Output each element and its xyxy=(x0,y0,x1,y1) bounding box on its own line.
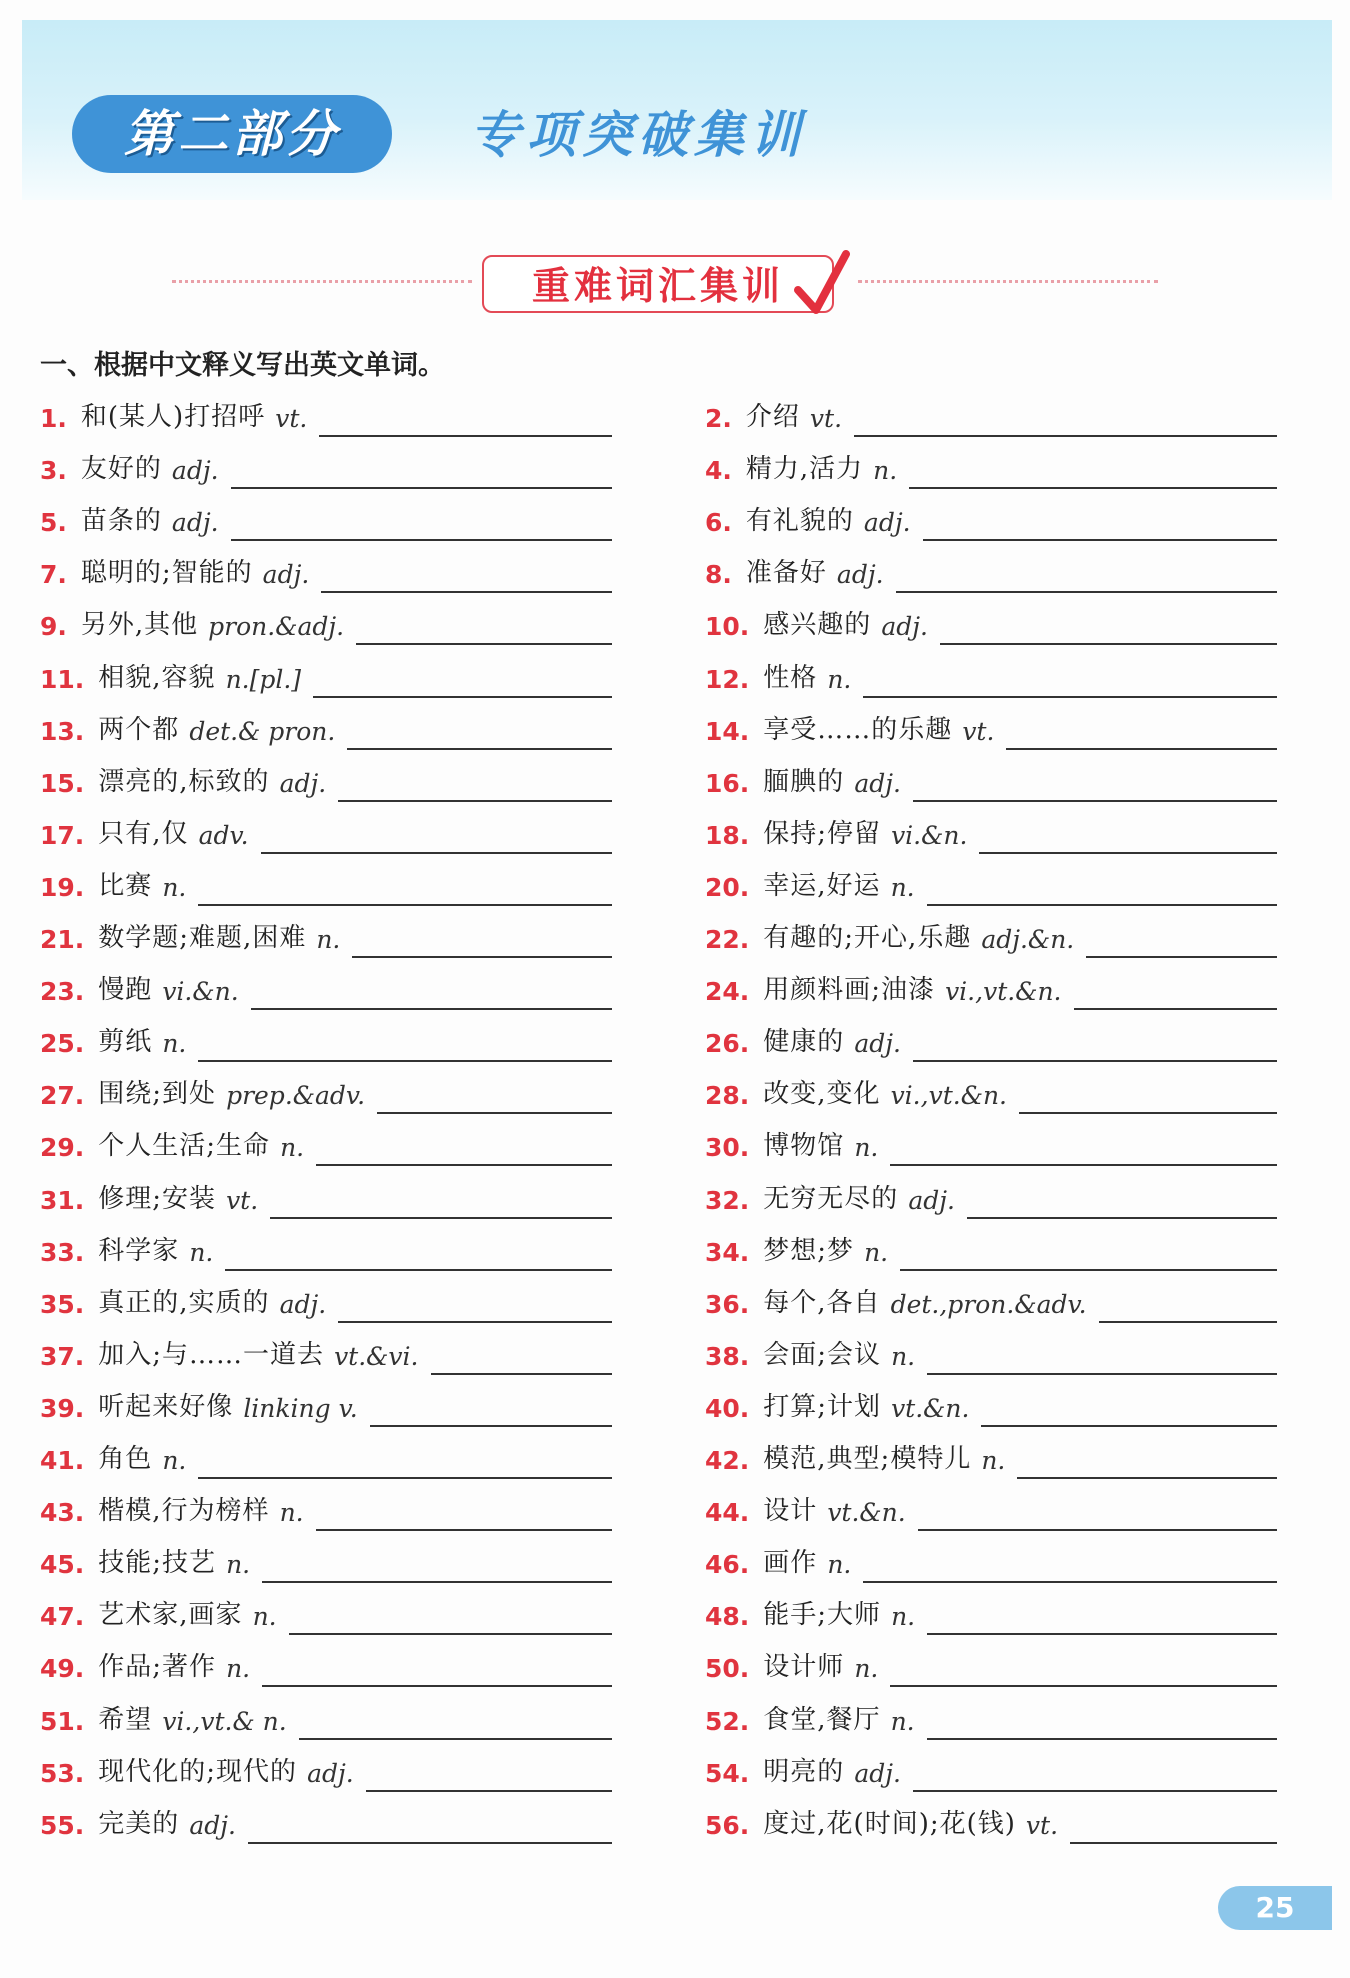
answer-blank[interactable] xyxy=(863,1551,1277,1583)
item-number: 20. xyxy=(705,872,750,902)
item-number: 39. xyxy=(40,1393,85,1423)
answer-blank[interactable] xyxy=(913,770,1277,802)
vocab-item xyxy=(40,549,612,593)
item-part-of-speech: adj.&n. xyxy=(981,925,1075,954)
item-number: 25. xyxy=(40,1029,85,1059)
vocab-item xyxy=(705,1591,1277,1635)
item-chinese-meaning: 比赛 xyxy=(98,870,153,901)
vocab-item xyxy=(40,1331,612,1375)
item-number: 42. xyxy=(705,1446,750,1475)
vocab-item xyxy=(705,914,1277,958)
answer-blank[interactable] xyxy=(316,1134,612,1166)
item-chinese-meaning: 真正的,实质的 xyxy=(98,1287,270,1318)
vocab-item xyxy=(40,758,612,802)
answer-blank[interactable] xyxy=(270,1187,612,1219)
vocab-item xyxy=(705,1122,1277,1166)
item-number: 32. xyxy=(705,1185,750,1215)
item-chinese-meaning: 介绍 xyxy=(745,402,800,432)
part-title: 专项突破集训 xyxy=(470,106,806,164)
item-chinese-meaning: 友好的 xyxy=(80,454,162,485)
vocab-item xyxy=(705,549,1277,593)
item-part-of-speech: n. xyxy=(226,1550,251,1580)
item-part-of-speech: n. xyxy=(890,1706,915,1736)
answer-blank[interactable] xyxy=(299,1708,612,1740)
item-chinese-meaning: 角色 xyxy=(98,1444,153,1474)
vocab-item xyxy=(40,1696,612,1740)
item-chinese-meaning: 梦想;梦 xyxy=(763,1235,855,1266)
answer-blank[interactable] xyxy=(890,1134,1277,1166)
item-part-of-speech: vt. xyxy=(809,404,843,433)
answer-blank[interactable] xyxy=(967,1187,1277,1219)
item-number: 14. xyxy=(705,716,750,746)
item-part-of-speech: vi.,vt.& n. xyxy=(162,1706,287,1736)
checkmark-icon xyxy=(790,248,850,318)
vocab-item xyxy=(40,914,612,958)
answer-blank[interactable] xyxy=(1017,1447,1277,1479)
vocab-item xyxy=(705,1227,1277,1271)
item-chinese-meaning: 食堂,餐厅 xyxy=(763,1704,881,1735)
vocab-item xyxy=(705,654,1277,698)
answer-blank[interactable] xyxy=(940,613,1277,645)
item-number: 5. xyxy=(40,508,67,538)
answer-blank[interactable] xyxy=(431,1343,613,1375)
answer-blank[interactable] xyxy=(319,405,612,437)
item-chinese-meaning: 保持;停留 xyxy=(763,818,882,849)
vocab-item xyxy=(40,1175,612,1219)
item-part-of-speech: det.& pron. xyxy=(189,716,336,746)
item-chinese-meaning: 只有,仅 xyxy=(98,818,189,849)
answer-blank[interactable] xyxy=(262,1551,612,1583)
vocab-item xyxy=(705,1070,1277,1114)
part-label: 第二部分 xyxy=(72,95,392,173)
item-part-of-speech: vt. xyxy=(226,1185,259,1215)
item-part-of-speech: n.[pl.] xyxy=(225,664,302,694)
vocab-item xyxy=(40,393,612,437)
item-part-of-speech: adj. xyxy=(908,1185,955,1215)
item-part-of-speech: n. xyxy=(827,664,852,694)
item-chinese-meaning: 感兴趣的 xyxy=(763,610,872,641)
vocab-item xyxy=(40,1383,612,1427)
vocab-item xyxy=(40,601,612,645)
vocab-item xyxy=(40,1487,612,1531)
answer-blank[interactable] xyxy=(863,666,1277,698)
item-number: 34. xyxy=(705,1237,750,1267)
item-part-of-speech: n. xyxy=(162,1446,187,1475)
item-part-of-speech: vi.,vt.&n. xyxy=(945,977,1062,1007)
answer-blank[interactable] xyxy=(927,874,1277,906)
item-number: 18. xyxy=(705,820,750,850)
item-chinese-meaning: 度过,花(时间);花(钱) xyxy=(763,1808,1016,1839)
answer-blank[interactable] xyxy=(909,457,1277,489)
item-part-of-speech: n. xyxy=(279,1498,304,1528)
right-dotted-divider xyxy=(858,280,1158,283)
item-number: 33. xyxy=(40,1237,85,1267)
vocab-item xyxy=(705,1539,1277,1583)
item-part-of-speech: n. xyxy=(189,1237,214,1267)
item-number: 51. xyxy=(40,1706,85,1736)
answer-blank[interactable] xyxy=(1099,1291,1277,1323)
vocab-item xyxy=(40,862,612,906)
answer-blank[interactable] xyxy=(313,666,612,698)
item-chinese-meaning: 健康的 xyxy=(763,1027,845,1058)
answer-blank[interactable] xyxy=(981,1395,1277,1427)
item-part-of-speech: vt.&n. xyxy=(891,1393,970,1423)
item-part-of-speech: n. xyxy=(854,1654,879,1684)
answer-blank[interactable] xyxy=(198,1447,612,1479)
item-part-of-speech: adv. xyxy=(198,820,249,850)
item-part-of-speech: n. xyxy=(316,925,341,954)
item-chinese-meaning: 幸运,好运 xyxy=(763,870,881,901)
item-number: 19. xyxy=(40,872,85,902)
item-number: 30. xyxy=(705,1133,750,1163)
item-chinese-meaning: 无穷无尽的 xyxy=(763,1183,899,1214)
answer-blank[interactable] xyxy=(248,1812,612,1844)
item-chinese-meaning: 明亮的 xyxy=(763,1756,845,1787)
answer-blank[interactable] xyxy=(900,1239,1277,1271)
item-part-of-speech: n. xyxy=(864,1237,889,1267)
exercise-instruction: 一、根据中文释义写出英文单词。 xyxy=(40,350,445,381)
item-chinese-meaning: 慢跑 xyxy=(98,975,153,1006)
item-chinese-meaning: 加入;与……一道去 xyxy=(98,1339,325,1370)
item-part-of-speech: n. xyxy=(252,1602,277,1632)
vocab-item xyxy=(705,497,1277,541)
answer-blank[interactable] xyxy=(338,1291,612,1323)
vocab-item xyxy=(40,1800,612,1844)
item-number: 8. xyxy=(705,560,732,590)
item-part-of-speech: vt.&n. xyxy=(827,1498,906,1528)
item-number: 36. xyxy=(705,1289,750,1319)
answer-blank[interactable] xyxy=(913,1030,1277,1062)
vocab-item xyxy=(705,810,1277,854)
vocab-item xyxy=(705,601,1277,645)
item-part-of-speech: n. xyxy=(891,1341,916,1371)
vocab-item xyxy=(40,810,612,854)
item-number: 22. xyxy=(705,925,750,954)
answer-blank[interactable] xyxy=(198,1030,612,1062)
answer-blank[interactable] xyxy=(918,1499,1277,1531)
item-chinese-meaning: 画作 xyxy=(763,1548,818,1579)
item-chinese-meaning: 技能;技艺 xyxy=(98,1548,217,1579)
answer-blank[interactable] xyxy=(231,457,612,489)
item-number: 31. xyxy=(40,1185,85,1215)
item-chinese-meaning: 打算;计划 xyxy=(763,1391,882,1422)
item-chinese-meaning: 修理;安装 xyxy=(98,1183,217,1214)
item-number: 41. xyxy=(40,1446,85,1475)
answer-blank[interactable] xyxy=(352,926,612,958)
vocab-item xyxy=(40,1070,612,1114)
item-number: 50. xyxy=(705,1654,750,1684)
vocab-item xyxy=(705,1748,1277,1792)
vocab-item xyxy=(705,1487,1277,1531)
item-part-of-speech: adj. xyxy=(279,1289,327,1319)
item-chinese-meaning: 聪明的;智能的 xyxy=(80,558,253,589)
item-chinese-meaning: 设计师 xyxy=(763,1652,845,1683)
vocab-item xyxy=(40,1591,612,1635)
item-part-of-speech: pron.&adj. xyxy=(208,612,345,642)
vocab-item xyxy=(40,497,612,541)
answer-blank[interactable] xyxy=(316,1499,612,1531)
item-part-of-speech: adj. xyxy=(307,1758,354,1788)
item-chinese-meaning: 个人生活;生命 xyxy=(98,1131,271,1162)
vocab-item xyxy=(705,706,1277,750)
vocab-item xyxy=(705,1279,1277,1323)
answer-blank[interactable] xyxy=(854,405,1277,437)
item-chinese-meaning: 围绕;到处 xyxy=(98,1079,217,1110)
answer-blank[interactable] xyxy=(1006,718,1277,750)
item-number: 38. xyxy=(705,1341,750,1371)
vocab-item xyxy=(705,1383,1277,1427)
vocab-item xyxy=(705,1696,1277,1740)
item-chinese-meaning: 设计 xyxy=(763,1496,818,1527)
item-number: 24. xyxy=(705,977,750,1007)
item-chinese-meaning: 楷模,行为榜样 xyxy=(98,1496,270,1527)
answer-blank[interactable] xyxy=(231,509,612,541)
item-part-of-speech: adj. xyxy=(279,768,327,798)
vocab-item xyxy=(40,1435,612,1479)
item-number: 46. xyxy=(705,1550,750,1580)
item-part-of-speech: n. xyxy=(280,1133,305,1163)
item-number: 23. xyxy=(40,977,85,1007)
item-part-of-speech: n. xyxy=(890,872,915,902)
item-number: 16. xyxy=(705,768,750,798)
item-chinese-meaning: 享受……的乐趣 xyxy=(763,714,953,745)
item-chinese-meaning: 完美的 xyxy=(98,1808,180,1839)
vocab-item xyxy=(705,1331,1277,1375)
item-chinese-meaning: 博物馆 xyxy=(763,1131,845,1162)
item-part-of-speech: n. xyxy=(226,1654,251,1684)
item-part-of-speech: prep.&adv. xyxy=(226,1081,366,1111)
vocab-item xyxy=(40,1279,612,1323)
item-number: 1. xyxy=(40,404,67,433)
answer-blank[interactable] xyxy=(251,978,612,1010)
item-part-of-speech: adj. xyxy=(189,1810,236,1840)
item-number: 56. xyxy=(705,1810,750,1840)
item-number: 47. xyxy=(40,1602,85,1632)
item-part-of-speech: det.,pron.&adv. xyxy=(890,1289,1087,1319)
answer-blank[interactable] xyxy=(927,1343,1277,1375)
item-chinese-meaning: 有礼貌的 xyxy=(745,506,854,537)
answer-blank[interactable] xyxy=(289,1603,612,1635)
item-number: 6. xyxy=(705,508,732,538)
item-part-of-speech: adj. xyxy=(863,508,911,538)
item-number: 21. xyxy=(40,925,85,954)
vocab-item xyxy=(705,445,1277,489)
item-part-of-speech: vt. xyxy=(1025,1810,1059,1840)
answer-blank[interactable] xyxy=(347,718,612,750)
vocab-item xyxy=(40,1227,612,1271)
item-part-of-speech: adj. xyxy=(262,560,310,590)
item-part-of-speech: n. xyxy=(827,1550,852,1580)
item-part-of-speech: n. xyxy=(162,872,187,902)
item-number: 48. xyxy=(705,1602,750,1632)
item-number: 52. xyxy=(705,1706,750,1736)
item-number: 35. xyxy=(40,1289,85,1319)
item-number: 44. xyxy=(705,1498,750,1528)
item-part-of-speech: adj. xyxy=(854,1758,901,1788)
vocab-item xyxy=(705,1435,1277,1479)
item-part-of-speech: adj. xyxy=(881,612,928,642)
item-number: 15. xyxy=(40,768,85,798)
item-chinese-meaning: 模范,典型;模特儿 xyxy=(763,1444,972,1474)
answer-blank[interactable] xyxy=(198,874,612,906)
item-part-of-speech: vi.&n. xyxy=(162,977,239,1007)
item-chinese-meaning: 漂亮的,标致的 xyxy=(98,766,270,797)
answer-blank[interactable] xyxy=(979,822,1277,854)
answer-blank[interactable] xyxy=(370,1395,612,1427)
item-number: 9. xyxy=(40,612,67,642)
item-chinese-meaning: 科学家 xyxy=(98,1235,180,1266)
vocab-item xyxy=(40,1122,612,1166)
item-number: 53. xyxy=(40,1758,85,1788)
answer-blank[interactable] xyxy=(377,1082,612,1114)
item-number: 28. xyxy=(705,1081,750,1111)
item-part-of-speech: n. xyxy=(873,456,898,486)
vocab-item xyxy=(705,862,1277,906)
item-chinese-meaning: 改变,变化 xyxy=(763,1079,881,1110)
item-part-of-speech: vi.,vt.&n. xyxy=(890,1081,1007,1111)
item-number: 3. xyxy=(40,456,67,486)
item-number: 10. xyxy=(705,612,750,642)
item-chinese-meaning: 数学题;难题,困难 xyxy=(98,923,307,953)
item-chinese-meaning: 作品;著作 xyxy=(98,1652,217,1683)
item-part-of-speech: adj. xyxy=(171,508,219,538)
item-part-of-speech: adj. xyxy=(836,560,884,590)
item-part-of-speech: vt.&vi. xyxy=(334,1341,419,1371)
answer-blank[interactable] xyxy=(225,1239,612,1271)
item-chinese-meaning: 两个都 xyxy=(98,714,180,745)
item-number: 27. xyxy=(40,1081,85,1111)
item-chinese-meaning: 有趣的;开心,乐趣 xyxy=(763,923,972,953)
item-number: 37. xyxy=(40,1341,85,1371)
item-number: 11. xyxy=(40,664,85,694)
item-number: 26. xyxy=(705,1029,750,1059)
item-number: 43. xyxy=(40,1498,85,1528)
item-number: 45. xyxy=(40,1550,85,1580)
item-part-of-speech: vt. xyxy=(962,716,995,746)
answer-blank[interactable] xyxy=(1070,1812,1277,1844)
item-part-of-speech: adj. xyxy=(171,456,219,486)
vocab-item xyxy=(705,1643,1277,1687)
answer-blank[interactable] xyxy=(923,509,1277,541)
item-part-of-speech: n. xyxy=(162,1029,187,1059)
item-chinese-meaning: 准备好 xyxy=(745,558,827,589)
vocab-item xyxy=(40,1018,612,1062)
answer-blank[interactable] xyxy=(927,1708,1277,1740)
item-chinese-meaning: 每个,各自 xyxy=(763,1287,881,1318)
item-chinese-meaning: 听起来好像 xyxy=(98,1391,234,1422)
item-chinese-meaning: 艺术家,画家 xyxy=(98,1600,243,1631)
answer-blank[interactable] xyxy=(927,1603,1277,1635)
item-chinese-meaning: 腼腆的 xyxy=(763,766,845,797)
item-chinese-meaning: 会面;会议 xyxy=(763,1339,882,1370)
item-part-of-speech: n. xyxy=(981,1446,1006,1475)
item-number: 4. xyxy=(705,456,732,486)
item-chinese-meaning: 希望 xyxy=(98,1704,153,1735)
item-chinese-meaning: 相貌,容貌 xyxy=(98,662,216,693)
answer-blank[interactable] xyxy=(366,1760,612,1792)
item-number: 29. xyxy=(40,1133,85,1163)
answer-blank[interactable] xyxy=(261,822,612,854)
item-chinese-meaning: 另外,其他 xyxy=(80,610,199,641)
item-part-of-speech: adj. xyxy=(854,1029,901,1059)
answer-blank[interactable] xyxy=(890,1655,1277,1687)
answer-blank[interactable] xyxy=(913,1760,1277,1792)
vocab-item xyxy=(40,966,612,1010)
item-number: 7. xyxy=(40,560,67,590)
left-dotted-divider xyxy=(172,280,472,283)
item-chinese-meaning: 和(某人)打招呼 xyxy=(80,402,266,432)
vocab-item xyxy=(40,1643,612,1687)
item-part-of-speech: linking v. xyxy=(243,1393,358,1423)
item-chinese-meaning: 苗条的 xyxy=(80,506,162,537)
answer-blank[interactable] xyxy=(1086,926,1277,958)
item-number: 12. xyxy=(705,664,750,694)
answer-blank[interactable] xyxy=(1074,978,1278,1010)
item-number: 49. xyxy=(40,1654,85,1684)
item-number: 54. xyxy=(705,1758,750,1788)
vocab-item xyxy=(40,1539,612,1583)
item-chinese-meaning: 能手;大师 xyxy=(763,1600,882,1631)
page-number: 25 xyxy=(1218,1886,1332,1930)
vocab-item xyxy=(40,706,612,750)
item-chinese-meaning: 剪纸 xyxy=(98,1027,153,1058)
item-part-of-speech: vt. xyxy=(275,404,308,433)
vocab-item xyxy=(705,1175,1277,1219)
item-chinese-meaning: 精力,活力 xyxy=(745,454,864,485)
vocab-item xyxy=(705,1800,1277,1844)
answer-blank[interactable] xyxy=(262,1655,612,1687)
item-part-of-speech: adj. xyxy=(854,768,901,798)
item-number: 13. xyxy=(40,716,85,746)
vocab-item xyxy=(40,445,612,489)
item-number: 17. xyxy=(40,820,85,850)
vocab-item xyxy=(705,966,1277,1010)
item-part-of-speech: n. xyxy=(891,1602,916,1632)
answer-blank[interactable] xyxy=(338,770,612,802)
item-chinese-meaning: 性格 xyxy=(763,662,818,693)
item-chinese-meaning: 用颜料画;油漆 xyxy=(763,975,936,1006)
vocab-item xyxy=(705,758,1277,802)
answer-blank[interactable] xyxy=(896,561,1277,593)
item-part-of-speech: vi.&n. xyxy=(891,820,968,850)
item-chinese-meaning: 现代化的;现代的 xyxy=(98,1756,298,1787)
section-title: 重难词汇集训 xyxy=(482,255,834,313)
item-number: 40. xyxy=(705,1393,750,1423)
item-number: 2. xyxy=(705,404,732,433)
vocab-item xyxy=(40,654,612,698)
vocab-item xyxy=(705,1018,1277,1062)
answer-blank[interactable] xyxy=(321,561,612,593)
vocab-item xyxy=(40,1748,612,1792)
vocab-item xyxy=(705,393,1277,437)
answer-blank[interactable] xyxy=(356,613,612,645)
answer-blank[interactable] xyxy=(1019,1082,1277,1114)
item-part-of-speech: n. xyxy=(854,1133,879,1163)
item-number: 55. xyxy=(40,1810,85,1840)
